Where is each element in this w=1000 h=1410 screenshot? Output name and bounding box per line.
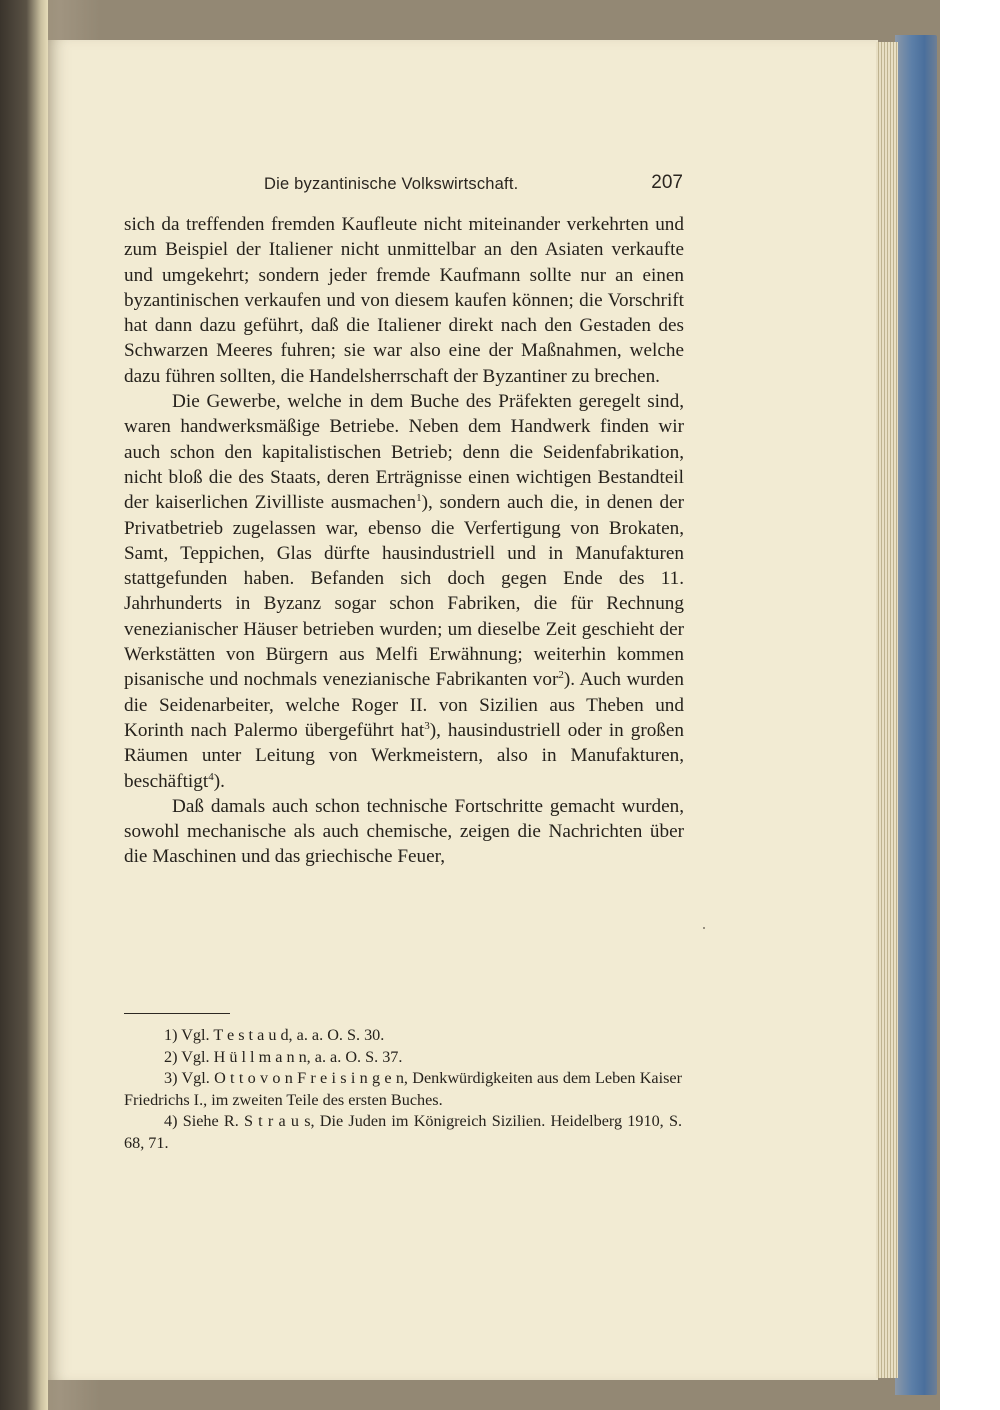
footnotes [124, 1025, 682, 1154]
paragraph-2-part: Die Gewerbe, welche in dem Buche des Präfekten geregelt sind, waren handwerksmäßige Betriebe. Neben dem Handwerk finden wir auch schon den kapitalistischen Betrieb; denn die Seidenfabrikation, nicht bloß die des Staats, deren Erträgnisse einen wichtigen Bestandteil der kaiserlichen Zivilliste ausmachen [124, 391, 684, 514]
paragraph-3: Daß damals auch schon technische Fortschritte gemacht wurden, sowohl mechanische als auch chemische, zeigen die Nachrichten über die Maschinen und das griechische Feuer, [124, 795, 684, 868]
footnote-4: 4) Siehe R. S t r a u s, Die Juden im Königreich Sizilien. Heidelberg 1910, S. 68, 71. [124, 1112, 682, 1152]
paragraph-1: sich da treffenden fremden Kaufleute nicht miteinander verkehrten und zum Beispiel der Italiener nicht unmittelbar an den Asiaten verkaufte und umgekehrt; sondern jeder fremde Kaufmann sollte nur an einen byzantinischen verkaufen und von diesem kaufen können; die Vorschrift hat dann dazu geführt, daß die Italiener direkt nach den Gestaden des Schwarzen Meeres fuhren; sie war also eine der Maßnahmen, welche dazu führen sollten, die Handelsherrschaft der Byzantiner zu brechen. [124, 214, 684, 387]
footnote-ref-4: 4 [208, 770, 214, 783]
paragraph-2-part: ). Auch wurden die Seidenarbeiter, welche Roger II. von Sizilien aus Theben und Korinth nach Palermo übergeführt hat [124, 669, 685, 741]
footnote-ref-2: 2 [558, 669, 564, 682]
running-header [262, 172, 686, 198]
book-gutter [0, 0, 48, 1410]
body-text [124, 212, 684, 870]
page-number: 207 [651, 172, 683, 193]
margin-dot [703, 927, 705, 929]
footnote-ref-1: 1 [416, 492, 422, 505]
footnote-2: 2) Vgl. H ü l l m a n n, a. a. O. S. 37. [164, 1047, 403, 1066]
book-cover-edge [895, 35, 937, 1395]
paragraph-2 [124, 389, 684, 794]
footnote-rule [124, 1013, 230, 1014]
paragraph-2-part: ), hausindustriell oder in großen Räumen unter Leitung von Werkmeistern, also in Manufakturen, beschäftigt [124, 719, 685, 792]
page-stack-edge [876, 42, 898, 1378]
running-title: Die byzantinische Volkswirtschaft. [264, 175, 519, 193]
paragraph-2-part: ). [213, 770, 225, 792]
footnote-ref-3: 3 [424, 719, 430, 732]
footnote-1: 1) Vgl. T e s t a u d, a. a. O. S. 30. [164, 1026, 385, 1044]
paragraph-2-part: ), sondern auch die, in denen der Privatbetrieb zugelassen war, ebenso die Verfertigung von Brokaten, Samt, Teppichen, Glas dürfte hausindustriell und in Manufakturen stattgefunden haben. Befanden sich doch gegen Ende des 11. Jahrhunderts in Byzanz sogar schon Fabriken, die für Rechnung venezianischer Häuser betrieben wurden; um dieselbe Zeit geschieht der Werkstätten von Bürgern aus Melfi Erwähnung; weiterhin kommen pisanische und nochmals venezianische Fabrikanten vor [124, 492, 685, 691]
footnote-3: 3) Vgl. O t t o v o n F r e i s i n g e n, Denkwürdigkeiten aus dem Leben Kaiser Friedrichs I., im zweiten Teile des ersten Buches. [124, 1069, 682, 1109]
